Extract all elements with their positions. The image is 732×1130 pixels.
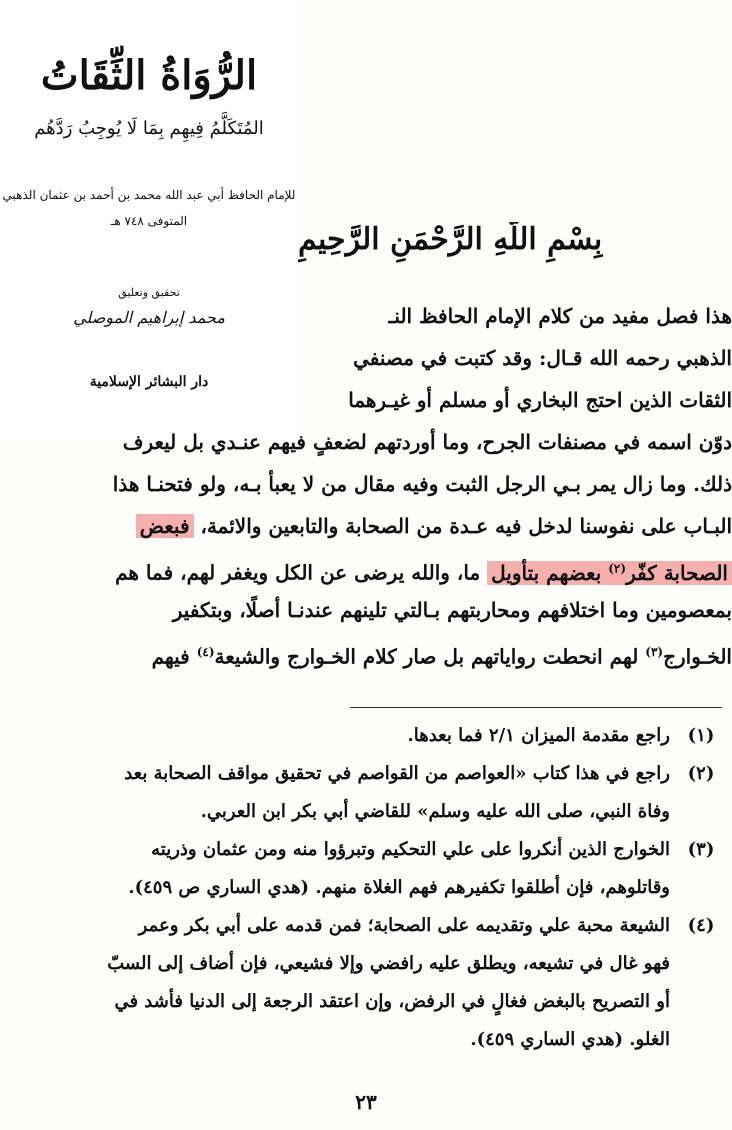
cover-title: الرُّوَاةُ الثِّقَاتُ	[40, 52, 258, 99]
footnote-number: (١)	[687, 725, 715, 746]
footnote-line: وقاتلوهم، فإن أطلقوا تكفيرهم فهم الغلاة منهم. (هدي الساري ص ٤٥٩).	[128, 877, 670, 898]
body-text-segment: الخـوارج	[663, 644, 732, 669]
footnote-line: راجع في هذا كتاب «العواصم من القواصم في تحقيق مواقف الصحابة بعد	[124, 763, 670, 784]
cover-death-date: المتوفى ٧٤٨ هـ	[110, 214, 188, 228]
footnote	[40, 907, 722, 1059]
footnote-line: الغلو. (هدي الساري ٤٥٩).	[470, 1029, 670, 1050]
footnote-line: راجع مقدمة الميزان ٢/١ فما بعدها.	[407, 725, 670, 746]
footnote-line: الشيعة محبة علي وتقديمه على الصحابة؛ فمن قدمه على أبي بكر وعمر	[138, 915, 670, 936]
basmala-heading: بِسْمِ اللَّهِ الرَّحْمَنِ الرَّحِيمِ	[298, 222, 603, 257]
footnote-line: وفاة النبي، صلى الله عليه وسلم» للقاضي أبي بكر ابن العربي.	[200, 801, 670, 822]
body-text-segment: البـاب على نفوسنا لدخل فيه عـدة من الصحابة والتابعين والائمة،	[200, 514, 732, 538]
footnote-number: (٣)	[687, 839, 715, 860]
body-line: بمعصومين وما اختلافهم ومحاربتهم بـالتي تلينهم عندنـا أصلًا، وبتكفير	[172, 598, 732, 622]
body-text-segment: ما، والله يرضى عن الكل ويغفر لهم، فما هم	[115, 560, 481, 585]
footnote-ref[interactable]: (٢)	[608, 561, 627, 575]
body-line: ذلك. وما زال يمر بـي الرجل الثبت وفيه مقال من لا يعبأ بـه، ولو فتحنـا هذا	[112, 472, 732, 496]
body-text	[46, 295, 732, 673]
body-text-segment: فيهم	[151, 644, 190, 669]
footnote	[40, 831, 722, 907]
body-line: هذا فصل مفيد من كلام الإمام الحافظ النـ	[388, 304, 732, 328]
footnote-divider	[350, 707, 722, 708]
cover-publisher: دار البشائر الإسلامية	[89, 374, 209, 390]
highlighted-segment: الصحابة كفّر	[626, 560, 728, 585]
body-text-segment: لهم انحطت رواياتهم بل صار كلام الخـوارج والشيعة	[214, 644, 639, 669]
footnote-number: (٢)	[687, 763, 715, 784]
cover-subtitle: المُتَكَلَّمُ فِيهِم بِمَا لَا يُوجِبُ رَدَّهُم	[34, 118, 264, 139]
body-line: الثقات الذين احتج البخاري أو مسلم أو غيـرهما	[348, 388, 732, 412]
body-line: الذهبي رحمه الله قـال: وقد كتبت في مصنفي	[353, 346, 732, 370]
footnote-number: (٤)	[687, 915, 715, 936]
body-line	[46, 547, 732, 589]
footnote	[40, 717, 722, 755]
body-line	[46, 631, 732, 673]
highlighted-segment: بعضهم بتأويل	[491, 560, 602, 585]
footnote-ref[interactable]: (٣)	[645, 645, 664, 659]
cover-author: للإمام الحافظ أبي عبد الله محمد بن أحمد بن عثمان الذهبي	[2, 188, 296, 202]
body-line: دوّن اسمه في مصنفات الجرح، وما أوردتهم لضعفٍ فيهم عنـدي بل ليعرف	[122, 430, 732, 454]
highlighted-text: فبعض	[136, 514, 194, 538]
cover-editor-label: تحقيق وتعليق	[118, 286, 180, 299]
page-number: ٢٣	[355, 1090, 377, 1114]
body-line	[46, 505, 732, 547]
highlighted-text	[487, 561, 732, 585]
cover-editor: محمد إبراهيم الموصلي	[73, 308, 225, 327]
footnote	[40, 755, 722, 831]
footnote-line: فهو غال في تشيعه، ويطلق عليه رافضي وإلا فشيعي، فإن أضاف إلى السبّ	[107, 953, 670, 974]
footnotes	[40, 717, 722, 1059]
footnote-line: الخوارج الذين أنكروا على علي التحكيم وتبرؤوا منه ومن عثمان وذريته	[151, 839, 670, 860]
footnote-ref[interactable]: (٤)	[196, 645, 215, 659]
footnote-line: أو التصريح بالبغض فغالٍ في الرفض، وإن اعتقد الرجعة إلى الدنيا فأشد في	[114, 991, 670, 1012]
